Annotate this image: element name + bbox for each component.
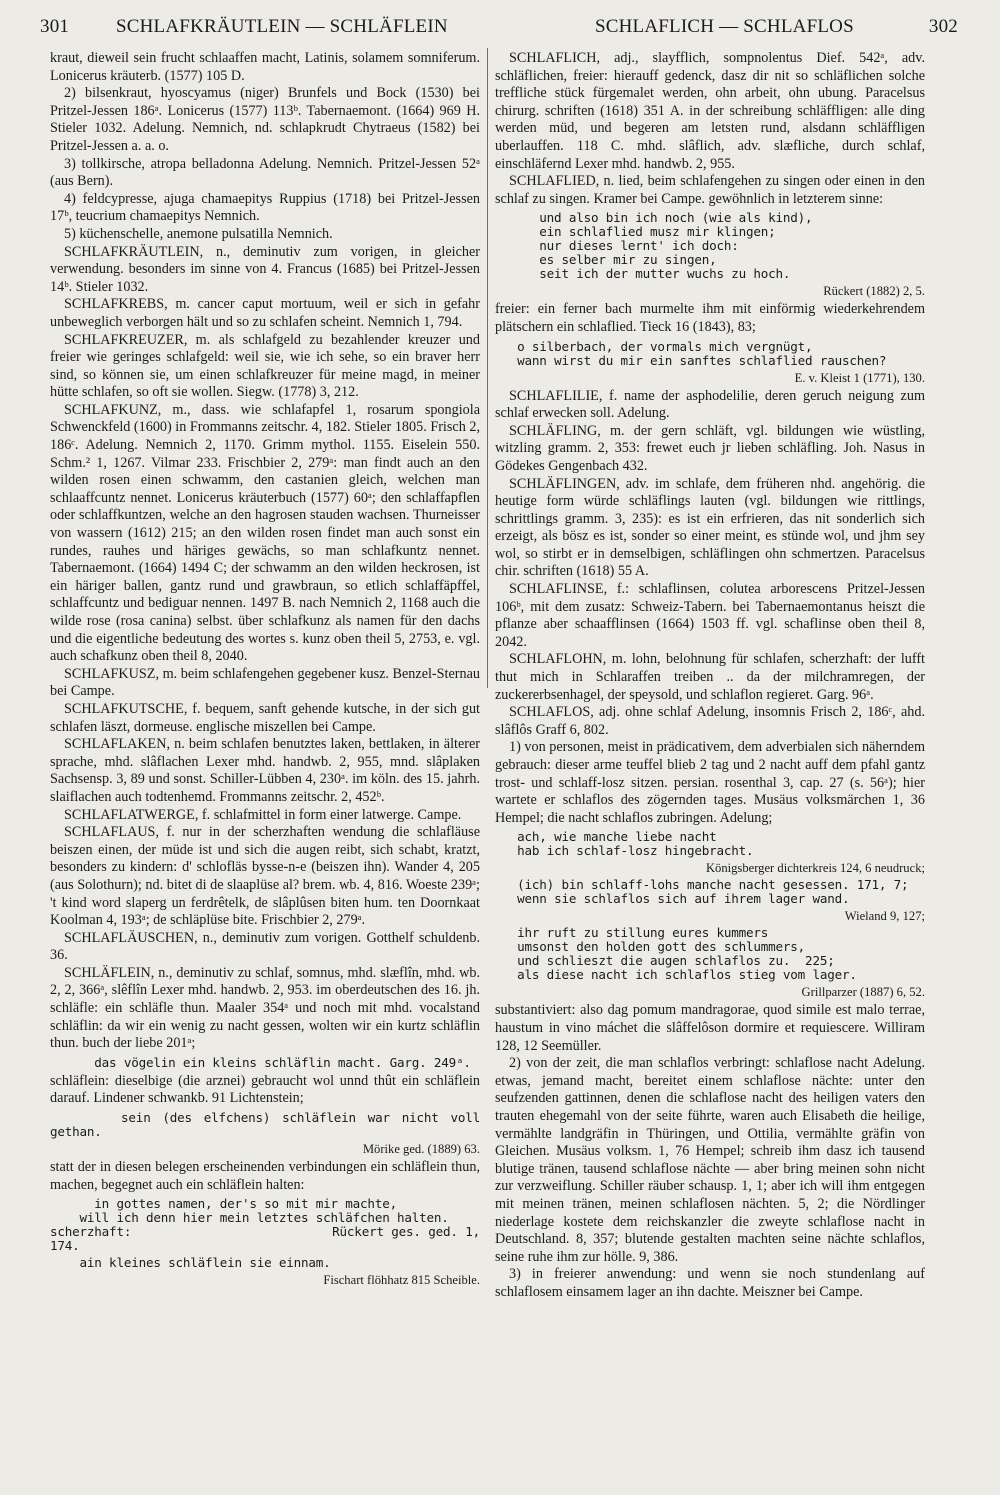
left-entry: SCHLAFKRÄUTLEIN, n., deminutiv zum vorigen, in gleicher verwendung. besonders im sinne von 4. Francus (1685) bei Pritzel-Jessen 14ᵇ. Stieler 1032. xyxy=(50,243,480,295)
left-src: Mörike ged. (1889) 63. xyxy=(362,1142,480,1157)
right-cont: freier: ein ferner bach murmelte ihm mit einförmig wiederkehrendem plätschern ein schlaflied. Tieck 16 (1843), 83; xyxy=(495,301,925,335)
right-column xyxy=(495,50,925,1301)
left-entry: SCHLAFKUNZ, m., dass. wie schlafapfel 1, rosarum spongiola Schwenckfeld (1600) in Frommanns zeitschr. 4, 182. Stieler 1805. Frisch 2, 186ᶜ. Adelung. Nemnich 2, 1170. Grimm mythol. 1155. Eiselein 550. Schm.² 1, 1267. Vilmar 233. Frischbier 2, 279ᵃ: man findt auch an den wilden rosen einen schwamm, den castanien gleich, welchen man schlaaffcuntz nennet. Lonicerus kräuterbuch (1577) 60ᵃ; den schlaffapflen oder schlaffkuntzen, welche an den hagrosen stauden wachsen. Thurneisser von wassern (1612) 215; an den wilden rosen findet man auch sonst ein rundes, rauhes und häriges gewächs, so man schlafkuntz nennet. Tabernaemont. (1664) 1494 C; der schwamm an den wilden heckrosen, ist ein häriger ballen, gantz rund und grawbraun, so etlich schlaffäpffel, schlaffcuntz und bediguar nennen. 1497 B. nach Nemnich 2, 1168 auch die wilde rose (rosa canina) selbst. über schlafkunz als namen für den dachs und die eigentliche bedeutung des wortes s. kunz oben theil 5, 2753, e. vgl. auch schafkunz oben theil 8, 2040. xyxy=(50,401,480,665)
left-entry: SCHLAFKUTSCHE, f. bequem, sanft gehende kutsche, in der sich gut schlafen läszt, dormeuse. englische miszellen bei Campe. xyxy=(50,700,480,735)
left-entry: SCHLAFLATWERGE, f. schlafmittel in form einer latwerge. Campe. xyxy=(64,806,462,823)
left-cont: kraut, dieweil sein frucht schlaaffen macht, Latinis, solamem somniferum. Lonicerus kräuterb. (1577) 105 D. xyxy=(50,50,480,84)
left-quote: sein (des elfchens) schläflein war nicht voll gethan. xyxy=(50,1110,488,1140)
left-entry: SCHLAFKUSZ, m. beim schlafengehen gegebener kusz. Benzel-Sternau bei Campe. xyxy=(50,665,480,700)
right-src: Grillparzer (1887) 6, 52. xyxy=(801,985,925,1000)
left-quote: das vögelin ein kleins schläflin macht. Garg. 249ᵃ. xyxy=(50,1054,471,1070)
left-entry: SCHLAFLÄUSCHEN, n., deminutiv zum vorigen. Gotthelf schuldenb. 36. xyxy=(50,929,480,964)
right-entry: SCHLAFLICH, adj., slayfflich, sompnolentus Dief. 542ᵃ, adv. schläflichen, freier: hierauff gedenck, dasz dir nit so schläflichen solche treffliche stück fürgemalet werden, ohn arbeit, ohn ubung. Paracelsus chirurg. schriften (1618) 351 A. in der schreibung schläffligen: alle ding werden müd, und begeren am letsten rund, alsdann schläffligen uberlauffen. 118 C. mhd. slâflich, adv. slæfliche, durch schlaf, einschläfernd Lexer mhd. handwb. 2, 955. xyxy=(495,50,925,172)
running-title-left: SCHLAFKRÄUTLEIN — SCHLÄFLEIN xyxy=(116,16,448,37)
right-src: E. v. Kleist 1 (1771), 130. xyxy=(794,370,925,385)
right-sub: 2) von der zeit, die man schlaflos verbringt: schlaflose nacht Adelung. etwas, jemand macht, bereitet einem schlaflose nächte: unter den seufzenden gattinnen, denen die schlaflose nacht des heiligen vaters den trauten ehegemahl von der seite führte, waren auch Elisabeth die heilige, vermählte landgräfin in Thüringen, und Ottilia, vermählte gräfin von Gleichen. Musäus volksm. 1, 76 Hempel; schreib ihm dasz ich tausend blutige tränen, tausend schlaflose nächte — aber bring meinen sohn nicht zur verzweiflung. Schiller räuber schausp. 1, 1; aber ich will ihm entgegen mit meinen tränen, meinen schlaflosen nächten. 5, 2; die Nördlinger niederlage kostete dem reichskanzler die zweyte schlaflose nacht in Deutschland. 8, 357; blutende gestalten machten seine nächte schlaflos, seine ruhe ihm zur hölle. 9, 386. xyxy=(495,1055,925,1265)
left-sub: 3) tollkirsche, atropa belladonna Adelung. Nemnich. Pritzel-Jessen 52ᵃ (aus Bern). xyxy=(50,155,480,190)
left-quote: in gottes namen, der's so mit mir machte, will ich denn hier mein letztes schläfchen halten. scherzhaft: Rückert ges. ged. 1, 174. xyxy=(50,1196,480,1254)
left-quote: ain kleines schläflein sie einnam. xyxy=(50,1255,331,1271)
left-cont: schläflein: dieselbige (die arznei) gebraucht wol unnd thût ein schläflein darauf. Lindener schwankb. 91 Lichtenstein; xyxy=(50,1072,480,1107)
page-number-left: 301 xyxy=(40,16,70,37)
left-src: Fischart flöhhatz 815 Scheible. xyxy=(323,1273,480,1288)
right-entry: SCHLAFLOS, adj. ohne schlaf Adelung, insomnis Frisch 2, 186ᶜ, ahd. slâflôs Graff 6, 802. xyxy=(495,704,925,738)
right-quote: und also bin ich noch (wie als kind), ein schlaflied musz mir klingen; nur dieses lernt' ich doch: es selber mir zu singen, seit ich der mutter wuchs zu hoch. xyxy=(539,210,813,282)
right-quote: ihr ruft zu stillung eures kummers umsonst den holden gott des schlummers, und schlieszt die augen schlaflos zu. 225; als diese nacht ich schlaflos stieg vom lager. xyxy=(517,925,857,983)
right-src: Königsberger dichterkreis 124, 6 neudruck; xyxy=(705,861,925,876)
left-sub: 2) bilsenkraut, hyoscyamus (niger) Brunfels und Bock (1530) bei Pritzel-Jessen 186ᵃ. Lonicerus (1577) 113ᵇ. Tabernaemont. (1664) 969 H. Stieler 1032. Adelung. Nemnich, nd. schlapkrudt Chytraeus (1582) bei Pritzel-Jessen a. a. o. xyxy=(50,85,480,154)
column-divider xyxy=(487,48,488,688)
left-cont: statt der in diesen belegen erscheinenden verbindungen ein schläflein thun, machen, begegnet auch ein schläflein halten: xyxy=(50,1159,480,1193)
left-column xyxy=(50,50,488,1290)
right-src: Wieland 9, 127; xyxy=(844,909,925,924)
running-title-right: SCHLAFLICH — SCHLAFLOS xyxy=(595,16,854,37)
right-cont: substantiviert: also dag pomum mandragorae, quod simile est malo terrae, haustum in vino máchet die slâffelôson dormire et requiescere. Williram 128, 12 Seemüller. xyxy=(495,1002,925,1054)
left-sub: 4) feldcypresse, ajuga chamaepitys Ruppius (1718) bei Pritzel-Jessen 17ᵇ, teucrium chamaepitys Nemnich. xyxy=(50,190,480,225)
right-quote: (ich) bin schlaff-lohs manche nacht gesessen. 171, 7; wenn sie schlaflos sich auf ihrem lager wand. xyxy=(517,877,909,907)
right-quote: ach, wie manche liebe nacht hab ich schlaf-losz hingebracht. xyxy=(517,829,754,859)
right-sub: 1) von personen, meist in prädicativem, dem adverbialen sich näherndem gebrauch: dieser arme teuffel blieb 2 tag und 2 nacht auff dem pfahl gantz trost- und schlaff-losz sitzen. persian. rosenthal 3, cap. 27 (s. 56ᵃ); hier wartete er schlaflos des zögernden tages. Musäus volksmärchen 1, 36 Hempel; die nacht schlaflos zubringen. Adelung; xyxy=(495,739,925,826)
right-entry: SCHLAFLINSE, f.: schlaflinsen, colutea arborescens Pritzel-Jessen 106ᵇ, mit dem zusatz: Schweiz-Tabern. bei Tabernaemontanus heiszt die pflanze aber schaafflinsen (1664) 1503 ff. vgl. schaflinse oben theil 8, 2042. xyxy=(495,581,925,650)
left-entry: SCHLAFLAKEN, n. beim schlafen benutztes laken, bettlaken, in älterer sprache, mhd. slâflachen Lexer mhd. handwb. 2, 955, mnd. slâplaken Sachsensp. 3, 89 und sonst. Schiller-Lübben 4, 230ᵃ. im köln. des 15. jahrh. slaiflachen auch todtenhemd. Frommanns zeitschr. 2, 452ᵇ. xyxy=(50,736,480,805)
right-sub: 3) in freierer anwendung: und wenn sie noch stundenlang auf schlaflosem einsamem lager an ihn dachte. Meiszner bei Campe. xyxy=(495,1266,925,1300)
left-entry: SCHLAFKREBS, m. cancer caput mortuum, weil er sich in gefahr unbeweglich verborgen hält und so zu schlafen scheint. Nemnich 1, 794. xyxy=(50,296,480,330)
left-sub: 5) küchenschelle, anemone pulsatilla Nemnich. xyxy=(64,225,333,242)
left-entry: SCHLAFKREUZER, m. als schlafgeld zu bezahlender kreuzer und freier wie geringes schlafgeld: weil sie, wie ich sehe, so ein braver herr sind, so können sie, um einen schlafkreuzer für meine magd, in meiner hütte schlafen, so oft sie wollen. Siegw. (1778) 3, 212. xyxy=(50,331,480,401)
right-entry: SCHLAFLILIE, f. name der asphodelilie, deren geruch neigung zum schlaf erwecken soll. Adelung. xyxy=(495,387,925,422)
right-quote: o silberbach, der vormals mich vergnügt, wann wirst du mir ein sanftes schlaflied rauschen? xyxy=(517,338,887,368)
right-entry: SCHLAFLOHN, m. lohn, belohnung für schlafen, scherzhaft: der lufft thut mich in Schlaraffen treiben .. da der milchramregen, der zuckererbsenhagel, der speysold, und schlaflon regieret. Garg. 96ᵃ. xyxy=(495,651,925,703)
page-number-right: 302 xyxy=(928,16,958,37)
page-header xyxy=(40,12,958,42)
left-entry: SCHLAFLAUS, f. nur in der scherzhaften wendung die schlafläuse beiszen einen, der müde ist und sich die augen reibt, sich schabt, kratzt, besonders zu kindern: d' schlofläs bysse-n-e (beiszen ihn). Wander 4, 205 (aus Solothurn); nd. bitet di de slaaplüse al? brem. wb. 4, 816. Woeste 239ᵃ; 't kind word slaperg un ferdrêtelk, de slâplûsen biten hum. ten Doornkaat Koolman 4, 193ᵃ; de schläplüse bite. Frischbier 2, 279ᵃ. xyxy=(50,824,480,929)
right-entry: SCHLÄFLING, m. der gern schläft, vgl. bildungen wie wüstling, witzling gramm. 2, 353: frewet euch jr lieben schläfling. Joh. Nasus in Gödekes Gengenbach 432. xyxy=(495,422,925,474)
left-entry: SCHLÄFLEIN, n., deminutiv zu schlaf, somnus, mhd. slæflîn, mhd. wb. 2, 2, 366ᵃ, slêflîn Lexer mhd. handwb. 2, 953. im oberdeutschen des 16. jh. schläfle: ein schläfle thun. Maaler 354ᵃ und noch mit mhd. vocalstand schläflin: da wir ein wenig zu nacht gessen, wolten wir ein kurtz schläflin thun. buch der liebe 201ᵃ; xyxy=(50,964,480,1052)
right-entry: SCHLAFLIED, n. lied, beim schlafengehen zu singen oder einen in den schlaf zu singen. Kramer bei Campe. gewöhnlich in letzterem sinne: xyxy=(495,173,925,207)
right-entry: SCHLÄFLINGEN, adv. im schlafe, dem früheren nhd. angehörig. die heutige form würde schläflings lauten (vgl. bildungen wie rittlings, schrittlings gramm. 3, 235): es ist ein erfrieren, das nit sonderlich sich erzeigt, als bösz es ist, sonder so einer meint, es stünde wol, und jhm sey wol, so stirbt er in demselbigen, schläflingen ohn schmertzen. Paracelsus chir. schriften (1618) 55 A. xyxy=(495,475,925,580)
right-src: Rückert (1882) 2, 5. xyxy=(823,284,925,299)
